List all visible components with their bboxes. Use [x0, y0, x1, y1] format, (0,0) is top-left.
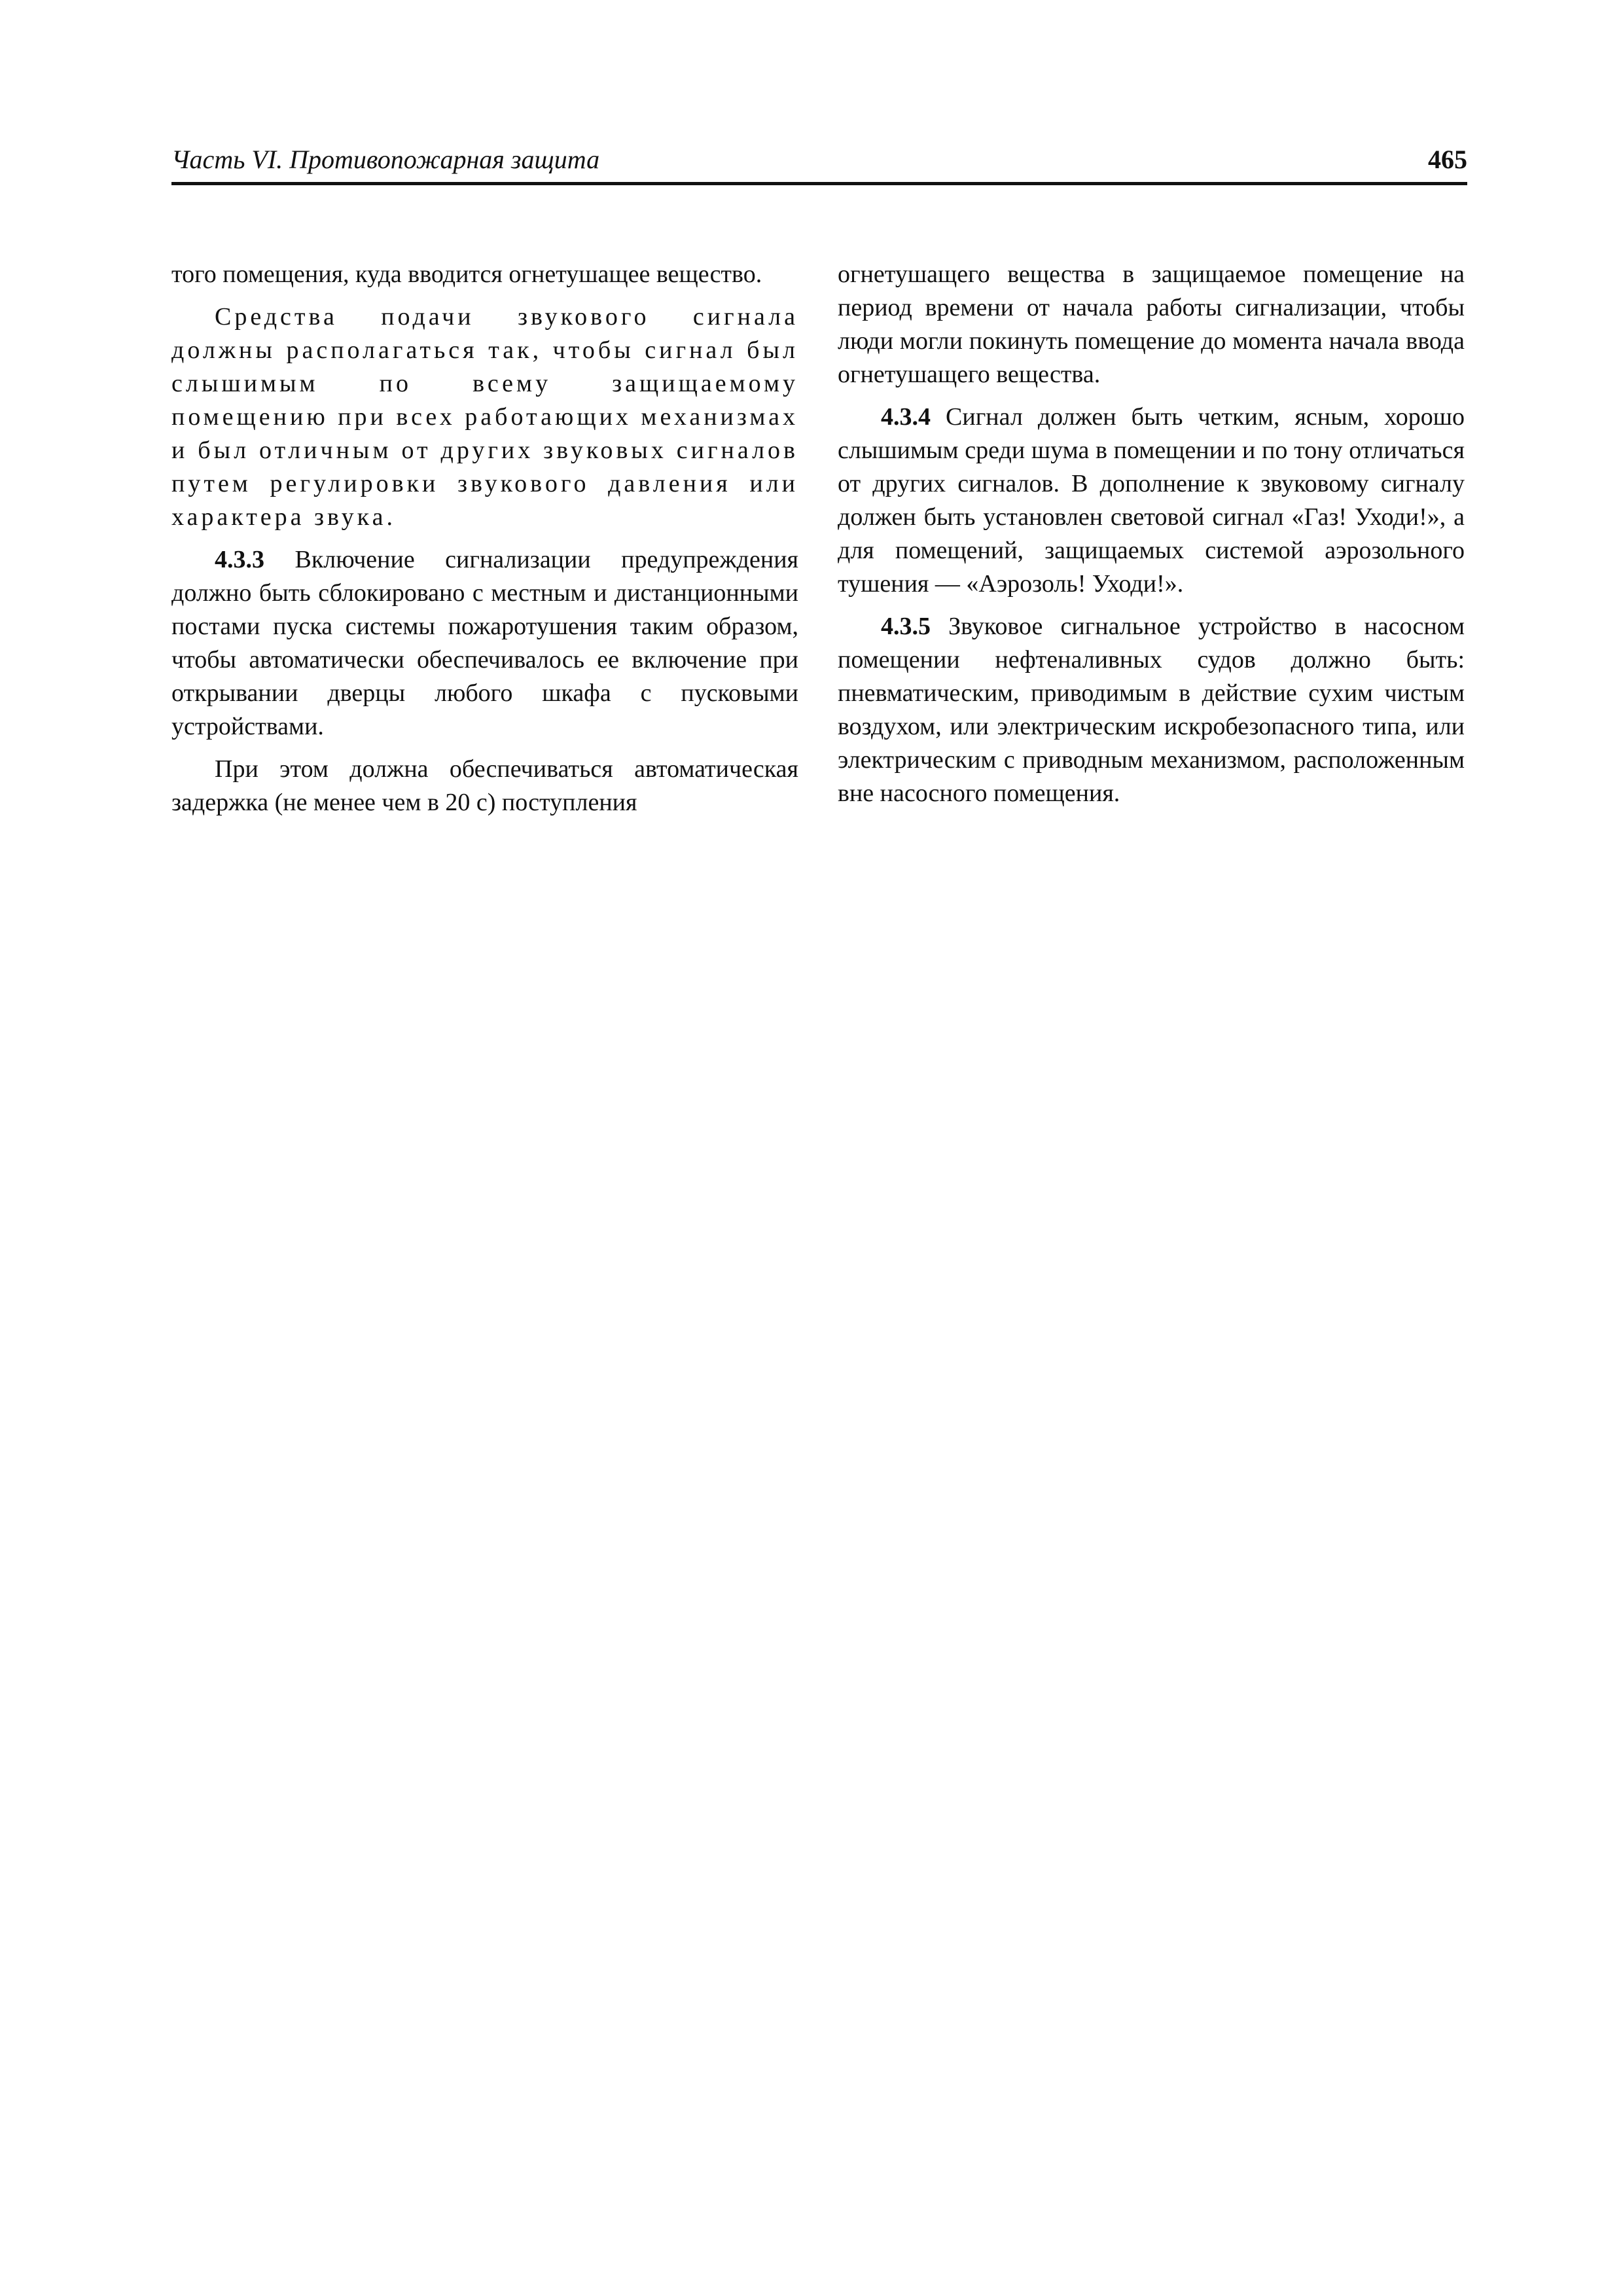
paragraph-4-3-3 — [171, 543, 798, 744]
section-number-4-3-4: 4.3.4 — [881, 403, 931, 431]
paragraph-continuation: того помещения, куда вводится огнетушащее вещество. — [171, 260, 762, 288]
section-number-4-3-5: 4.3.5 — [881, 613, 931, 640]
page-number: 465 — [1428, 145, 1467, 174]
running-title: Часть VI. Противопожарная защита — [171, 145, 600, 174]
paragraph-delay: При этом должна обеспечиваться автоматическая задержка (не менее чем в 20 с) поступления — [171, 755, 798, 816]
paragraph-delay-continuation: огнетушащего вещества в защищаемое помещение на период времени от начала работы сигнализации, чтобы люди могли покинуть помещение до момента начала ввода огнетушащего вещества. — [838, 260, 1465, 388]
running-header — [171, 140, 1467, 185]
section-text-4-3-5: Звуковое сигнальное устройство в насосном помещении нефтеналивных судов должно быть: пневматическим, приводимым в действие сухим чистым воздухом, или электрическим искробезопасного типа, или электрическим с приводным механизмом, расположенным вне насосного помещения. — [838, 613, 1465, 807]
right-column — [838, 258, 1465, 819]
paragraph-4-3-4 — [838, 401, 1465, 601]
section-number-4-3-3: 4.3.3 — [215, 546, 264, 573]
left-column — [171, 258, 798, 829]
paragraph-4-3-5 — [838, 610, 1465, 810]
paragraph-sound-signal: Средства подачи звукового сигнала должны располагаться так, чтобы сигнал был слышимым по всему защищаемому помещению при всех работающих механизмах и был отличным от других звуковых сигналов путем регулировки звукового давления или характера звука. — [171, 303, 798, 531]
section-text-4-3-4: Сигнал должен быть четким, ясным, хорошо слышимым среди шума в помещении и по тону отличаться от других сигналов. В дополнение к звуковому сигналу должен быть установлен световой сигнал «Газ! Уходи!», а для помещений, защищаемых системой аэрозольного тушения — «Аэрозоль! Уходи!». — [838, 403, 1465, 598]
section-text-4-3-3: Включение сигнализации предупреждения должно быть сблокировано с местным и дистанционными постами пуска системы пожаротушения таким образом, чтобы автоматически обеспечивалось ее включение при открывании дверцы любого шкафа с пусковыми устройствами. — [171, 546, 799, 740]
